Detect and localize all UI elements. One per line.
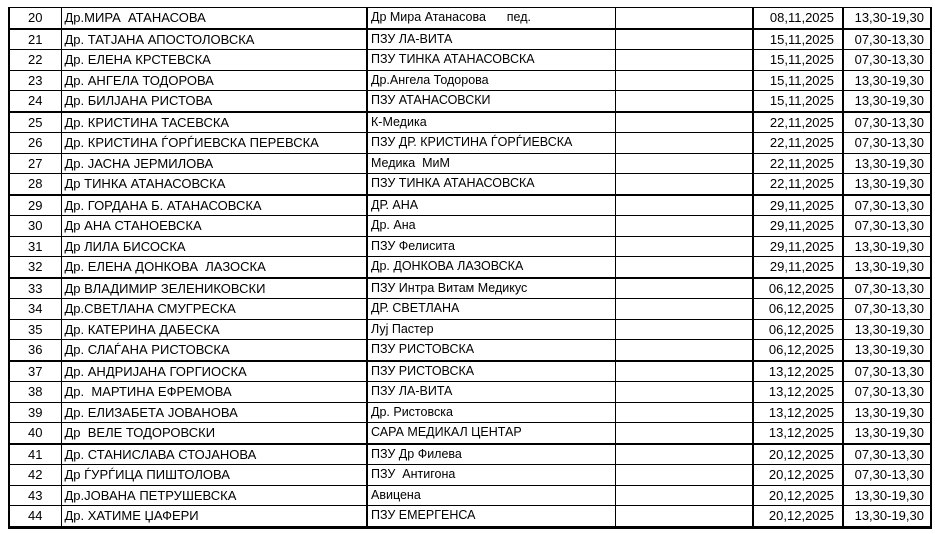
empty-cell [615, 319, 753, 340]
empty-cell [615, 299, 753, 320]
doctor-name: Др ЃУРЃИЦА ПИШТОЛОВА [61, 465, 367, 486]
shift-time: 07,30-13,30 [843, 278, 931, 299]
shift-time: 07,30-13,30 [843, 216, 931, 237]
shift-time: 07,30-13,30 [843, 112, 931, 133]
doctor-name: Др. КРИСТИНА ТАСЕВСКА [61, 112, 367, 133]
institution-name: ДР. СВЕТЛАНА [367, 299, 615, 320]
table-row [9, 506, 931, 528]
shift-date: 22,11,2025 [753, 153, 843, 174]
table-row [9, 8, 931, 29]
empty-cell [615, 444, 753, 465]
shift-date: 15,11,2025 [753, 50, 843, 71]
shift-time: 13,30-19,30 [843, 8, 931, 29]
shift-time: 07,30-13,30 [843, 195, 931, 216]
empty-cell [615, 153, 753, 174]
row-number: 40 [9, 423, 61, 444]
institution-name: Авицена [367, 485, 615, 506]
shift-time: 07,30-13,30 [843, 465, 931, 486]
table-row [9, 319, 931, 340]
row-number: 31 [9, 236, 61, 257]
shift-time: 13,30-19,30 [843, 70, 931, 91]
row-number: 26 [9, 133, 61, 154]
doctor-name: Др. ТАТЈАНА АПОСТОЛОВСКА [61, 29, 367, 50]
shift-time: 07,30-13,30 [843, 29, 931, 50]
row-number: 42 [9, 465, 61, 486]
shift-time: 13,30-19,30 [843, 485, 931, 506]
table-row [9, 278, 931, 299]
shift-date: 29,11,2025 [753, 257, 843, 278]
shift-time: 07,30-13,30 [843, 133, 931, 154]
doctor-name: Др ТИНКА АТАНАСОВСКА [61, 174, 367, 195]
table-row [9, 195, 931, 216]
shift-time: 07,30-13,30 [843, 361, 931, 382]
row-number: 25 [9, 112, 61, 133]
institution-name: ПЗУ ДР. КРИСТИНА ЃОРЃИЕВСКА [367, 133, 615, 154]
institution-name: ПЗУ ЛА-ВИТА [367, 29, 615, 50]
table-row [9, 402, 931, 423]
institution-name: САРА МЕДИКАЛ ЦЕНТАР [367, 423, 615, 444]
empty-cell [615, 402, 753, 423]
schedule-rows [9, 8, 931, 528]
doctor-name: Др. ХАТИМЕ ЏАФЕРИ [61, 506, 367, 528]
empty-cell [615, 465, 753, 486]
shift-time: 07,30-13,30 [843, 444, 931, 465]
shift-time: 13,30-19,30 [843, 257, 931, 278]
table-row [9, 91, 931, 112]
institution-name: Др. ДОНКОВА ЛАЗОВСКА [367, 257, 615, 278]
doctor-name: Др.СВЕТЛАНА СМУГРЕСКА [61, 299, 367, 320]
row-number: 33 [9, 278, 61, 299]
table-row [9, 299, 931, 320]
row-number: 21 [9, 29, 61, 50]
institution-name: Др Мира Атанасова пед. [367, 8, 615, 29]
doctor-name: Др.ЈОВАНА ПЕТРУШЕВСКА [61, 485, 367, 506]
empty-cell [615, 112, 753, 133]
shift-time: 13,30-19,30 [843, 402, 931, 423]
shift-date: 29,11,2025 [753, 216, 843, 237]
table-row [9, 485, 931, 506]
table-row [9, 112, 931, 133]
row-number: 22 [9, 50, 61, 71]
empty-cell [615, 506, 753, 528]
empty-cell [615, 8, 753, 29]
doctor-name: Др. СЛАЃАНА РИСТОВСКА [61, 340, 367, 361]
shift-date: 15,11,2025 [753, 91, 843, 112]
doctor-name: Др. КРИСТИНА ЃОРЃИЕВСКА ПЕРЕВСКА [61, 133, 367, 154]
shift-date: 22,11,2025 [753, 174, 843, 195]
table-row [9, 382, 931, 403]
institution-name: ПЗУ ЕМЕРГЕНСА [367, 506, 615, 528]
table-row [9, 465, 931, 486]
empty-cell [615, 174, 753, 195]
institution-name: Др. Ана [367, 216, 615, 237]
empty-cell [615, 423, 753, 444]
table-row [9, 361, 931, 382]
empty-cell [615, 278, 753, 299]
row-number: 43 [9, 485, 61, 506]
row-number: 27 [9, 153, 61, 174]
row-number: 37 [9, 361, 61, 382]
doctor-name: Др. БИЛЈАНА РИСТОВА [61, 91, 367, 112]
row-number: 34 [9, 299, 61, 320]
shift-time: 13,30-19,30 [843, 319, 931, 340]
row-number: 36 [9, 340, 61, 361]
institution-name: Др.Ангела Тодорова [367, 70, 615, 91]
table-row [9, 70, 931, 91]
empty-cell [615, 70, 753, 91]
shift-time: 13,30-19,30 [843, 423, 931, 444]
shift-time: 13,30-19,30 [843, 236, 931, 257]
shift-date: 20,12,2025 [753, 506, 843, 528]
row-number: 23 [9, 70, 61, 91]
institution-name: Медика МиМ [367, 153, 615, 174]
shift-time: 07,30-13,30 [843, 382, 931, 403]
institution-name: ПЗУ Др Филева [367, 444, 615, 465]
table-row [9, 29, 931, 50]
table-row [9, 133, 931, 154]
empty-cell [615, 257, 753, 278]
schedule-sheet [8, 7, 930, 529]
doctor-name: Др ВЕЛЕ ТОДОРОВСКИ [61, 423, 367, 444]
doctor-name: Др. ГОРДАНА Б. АТАНАСОВСКА [61, 195, 367, 216]
institution-name: ПЗУ Фелисита [367, 236, 615, 257]
institution-name: Др. Ристовска [367, 402, 615, 423]
shift-date: 06,12,2025 [753, 278, 843, 299]
empty-cell [615, 382, 753, 403]
table-row [9, 216, 931, 237]
table-row [9, 236, 931, 257]
row-number: 39 [9, 402, 61, 423]
table-row [9, 174, 931, 195]
shift-date: 06,12,2025 [753, 299, 843, 320]
institution-name: ПЗУ АТАНАСОВСКИ [367, 91, 615, 112]
shift-time: 13,30-19,30 [843, 340, 931, 361]
shift-time: 07,30-13,30 [843, 50, 931, 71]
table-row [9, 50, 931, 71]
shift-date: 22,11,2025 [753, 112, 843, 133]
row-number: 38 [9, 382, 61, 403]
row-number: 24 [9, 91, 61, 112]
row-number: 44 [9, 506, 61, 528]
doctor-name: Др. АНДРИЈАНА ГОРГИОСКА [61, 361, 367, 382]
shift-date: 20,12,2025 [753, 444, 843, 465]
shift-date: 08,11,2025 [753, 8, 843, 29]
row-number: 28 [9, 174, 61, 195]
institution-name: ПЗУ РИСТОВСКА [367, 340, 615, 361]
empty-cell [615, 50, 753, 71]
institution-name: К-Медика [367, 112, 615, 133]
doctor-name: Др. МАРТИНА ЕФРЕМОВА [61, 382, 367, 403]
row-number: 20 [9, 8, 61, 29]
shift-time: 13,30-19,30 [843, 153, 931, 174]
row-number: 35 [9, 319, 61, 340]
doctor-name: Др. ЈАСНА ЈЕРМИЛОВА [61, 153, 367, 174]
doctor-name: Др ЛИЛА БИСОСКА [61, 236, 367, 257]
shift-date: 06,12,2025 [753, 319, 843, 340]
empty-cell [615, 236, 753, 257]
doctor-name: Др.МИРА АТАНАСОВА [61, 8, 367, 29]
doctor-name: Др. ЕЛЕНА КРСТЕВСКА [61, 50, 367, 71]
shift-date: 15,11,2025 [753, 29, 843, 50]
institution-name: Луј Пастер [367, 319, 615, 340]
shift-date: 15,11,2025 [753, 70, 843, 91]
institution-name: ПЗУ Антигона [367, 465, 615, 486]
table-row [9, 153, 931, 174]
table-row [9, 340, 931, 361]
shift-date: 22,11,2025 [753, 133, 843, 154]
institution-name: ПЗУ ТИНКА АТАНАСОВСКА [367, 174, 615, 195]
doctor-name: Др. СТАНИСЛАВА СТОЈАНОВА [61, 444, 367, 465]
shift-date: 13,12,2025 [753, 402, 843, 423]
shift-time: 13,30-19,30 [843, 91, 931, 112]
shift-date: 13,12,2025 [753, 423, 843, 444]
row-number: 41 [9, 444, 61, 465]
empty-cell [615, 340, 753, 361]
shift-date: 20,12,2025 [753, 485, 843, 506]
institution-name: ДР. АНА [367, 195, 615, 216]
shift-date: 20,12,2025 [753, 465, 843, 486]
doctor-name: Др АНА СТАНОЕВСКА [61, 216, 367, 237]
doctor-name: Др. ЕЛИЗАБЕТА ЈОВАНОВА [61, 402, 367, 423]
empty-cell [615, 195, 753, 216]
shift-date: 06,12,2025 [753, 340, 843, 361]
shift-date: 29,11,2025 [753, 236, 843, 257]
empty-cell [615, 485, 753, 506]
row-number: 29 [9, 195, 61, 216]
table-row [9, 444, 931, 465]
shift-time: 13,30-19,30 [843, 174, 931, 195]
row-number: 30 [9, 216, 61, 237]
doctor-name: Др ВЛАДИМИР ЗЕЛЕНИКОВСКИ [61, 278, 367, 299]
empty-cell [615, 216, 753, 237]
shift-time: 13,30-19,30 [843, 506, 931, 528]
institution-name: ПЗУ Интра Витам Медикус [367, 278, 615, 299]
institution-name: ПЗУ РИСТОВСКА [367, 361, 615, 382]
doctor-name: Др. АНГЕЛА ТОДОРОВА [61, 70, 367, 91]
doctor-name: Др. КАТЕРИНА ДАБЕСКА [61, 319, 367, 340]
schedule-table [8, 7, 932, 529]
row-number: 32 [9, 257, 61, 278]
institution-name: ПЗУ ТИНКА АТАНАСОВСКА [367, 50, 615, 71]
doctor-name: Др. ЕЛЕНА ДОНКОВА ЛАЗОСКА [61, 257, 367, 278]
empty-cell [615, 91, 753, 112]
shift-date: 13,12,2025 [753, 361, 843, 382]
institution-name: ПЗУ ЛА-ВИТА [367, 382, 615, 403]
shift-time: 07,30-13,30 [843, 299, 931, 320]
table-row [9, 423, 931, 444]
shift-date: 29,11,2025 [753, 195, 843, 216]
empty-cell [615, 133, 753, 154]
empty-cell [615, 29, 753, 50]
table-row [9, 257, 931, 278]
shift-date: 13,12,2025 [753, 382, 843, 403]
empty-cell [615, 361, 753, 382]
